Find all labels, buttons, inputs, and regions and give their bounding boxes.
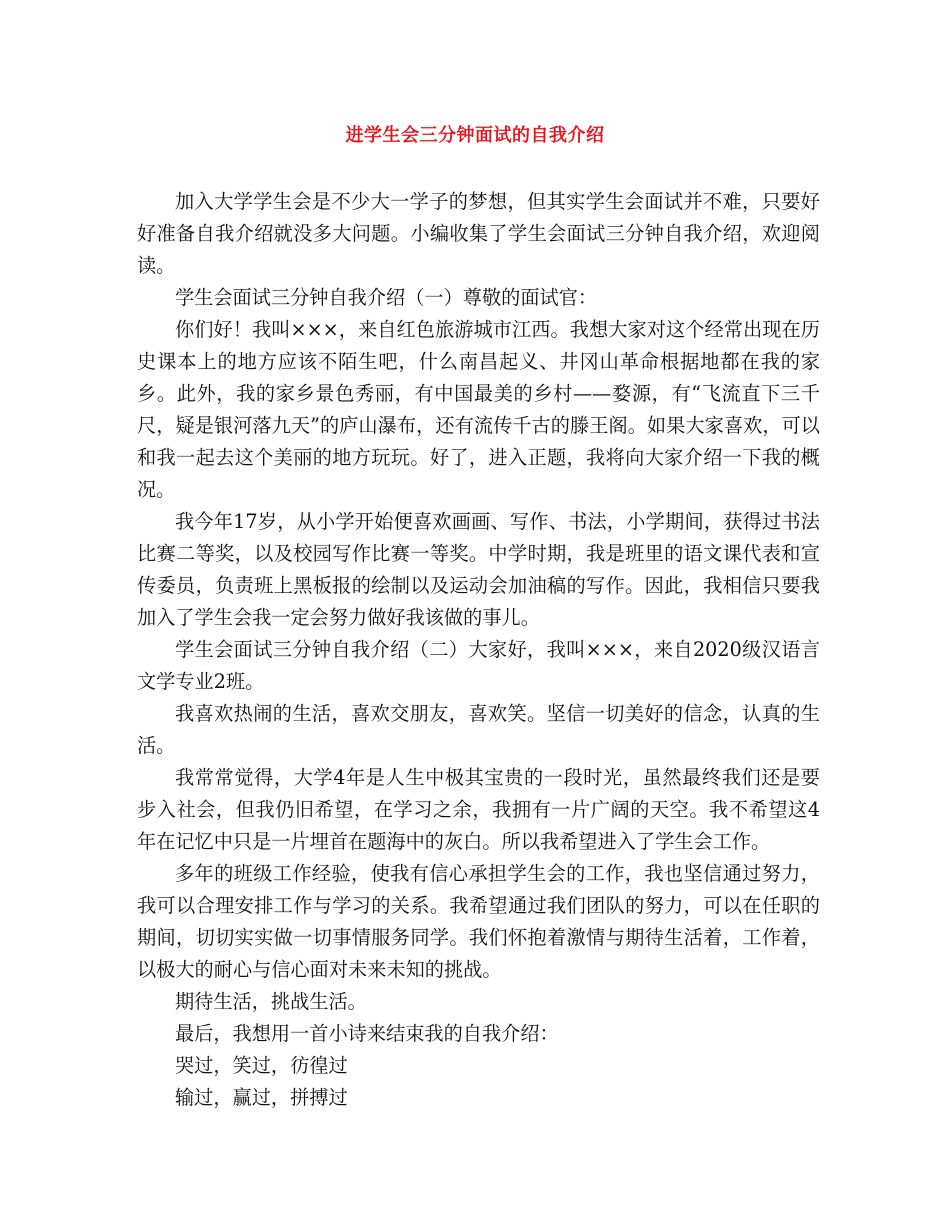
paragraph: 我常常觉得，大学4年是人生中极其宝贵的一段时光，虽然最终我们还是要步入社会，但我仍旧希望，在学习之余，我拥有一片广阔的天空。我不希望这4年在记忆中只是一片埋首在题海中的灰白。所以我希望进入了学生会工作。 (137, 766, 820, 853)
paragraph: 加入大学学生会是不少大一学子的梦想，但其实学生会面试并不难，只要好好准备自我介绍就没多大问题。小编收集了学生会面试三分钟自我介绍，欢迎阅读。 (137, 190, 820, 277)
paragraph: 我今年17岁，从小学开始便喜欢画画、写作、书法，小学期间，获得过书法比赛二等奖，以及校园写作比赛一等奖。中学时期，我是班里的语文课代表和宣传委员，负责班上黑板报的绘制以及运动会加油稿的写作。因此，我相信只要我加入了学生会我一定会努力做好我该做的事儿。 (137, 510, 820, 629)
paragraph: 期待生活，挑战生活。 (175, 990, 367, 1013)
poem-line: 哭过，笑过，彷徨过 (175, 1054, 348, 1077)
paragraph: 最后，我想用一首小诗来结束我的自我介绍： (175, 1022, 559, 1045)
document-body (137, 186, 820, 1114)
paragraph: 学生会面试三分钟自我介绍（二）大家好，我叫×××，来自2020级汉语言文学专业2班。 (137, 638, 820, 693)
paragraph: 学生会面试三分钟自我介绍（一）尊敬的面试官： (175, 286, 598, 309)
paragraph: 你们好！我叫×××，来自红色旅游城市江西。我想大家对这个经常出现在历史课本上的地方应该不陌生吧，什么南昌起义、井冈山革命根据地都在我的家乡。此外，我的家乡景色秀丽，有中国最美的乡村——婺源，有“飞流直下三千尺，疑是银河落九天”的庐山瀑布，还有流传千古的滕王阁。如果大家喜欢，可以和我一起去这个美丽的地方玩玩。好了，进入正题，我将向大家介绍一下我的概况。 (137, 318, 820, 501)
document-title: 进学生会三分钟面试的自我介绍 (345, 125, 605, 146)
paragraph: 多年的班级工作经验，使我有信心承担学生会的工作，我也坚信通过努力，我可以合理安排工作与学习的关系。我希望通过我们团队的努力，可以在任职的期间，切切实实做一切事情服务同学。我们怀抱着激情与期待生活着，工作着，以极大的耐心与信心面对未来未知的挑战。 (137, 862, 820, 981)
paragraph: 我喜欢热闹的生活，喜欢交朋友，喜欢笑。坚信一切美好的信念，认真的生活。 (137, 702, 820, 757)
poem-line: 输过，赢过，拼搏过 (175, 1086, 348, 1109)
